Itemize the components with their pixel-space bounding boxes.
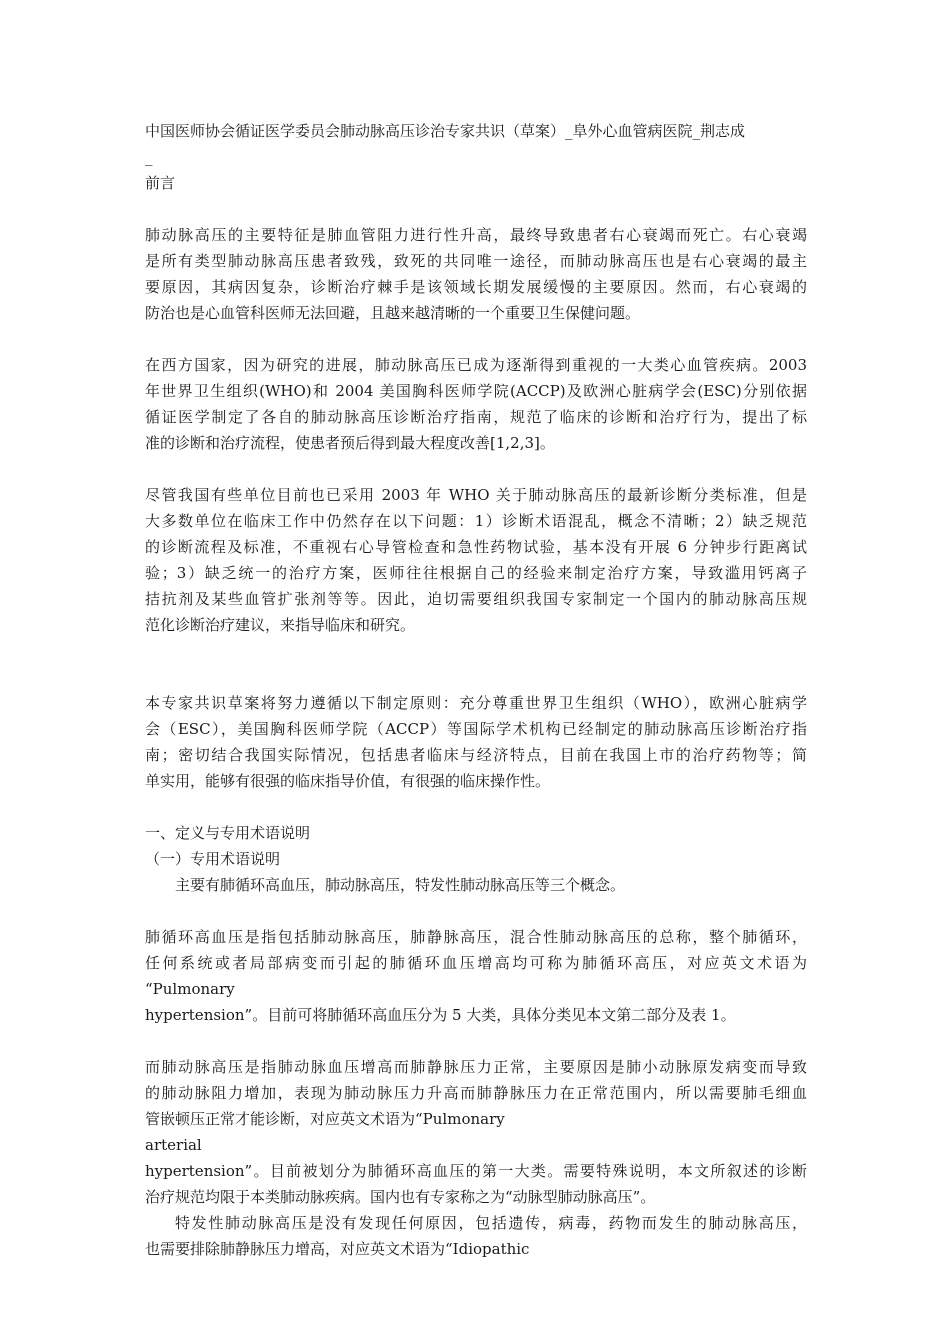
paragraph-pulmonary-arterial-hypertension — [145, 1054, 807, 1210]
paragraph-line: hypertension”。目前被划分为肺循环高血压的第一大类。需要特殊说明，本文所叙述的诊断 — [145, 1162, 807, 1180]
preface-heading: 前言 — [145, 174, 176, 192]
paragraph-intro-2 — [145, 352, 807, 456]
paragraph-line: 范化诊断治疗建议，来指导临床和研究。 — [145, 616, 416, 634]
section-heading: 一、定义与专用术语说明 — [145, 824, 311, 842]
paragraph-line: 在西方国家，因为研究的进展，肺动脉高压已成为逐渐得到重视的一大类心血管疾病。2003 — [145, 356, 807, 374]
paragraph-line: 肺循环高血压是指包括肺动脉高压，肺静脉高压，混合性肺动脉高压的总称，整个肺循环， — [145, 928, 807, 946]
paragraph-line: 南；密切结合我国实际情况，包括患者临床与经济特点，目前在我国上市的治疗药物等；简 — [145, 746, 807, 764]
paragraph-line: 单实用，能够有很强的临床指导价值，有很强的临床操作性。 — [145, 772, 551, 790]
document-title: 中国医师协会循证医学委员会肺动脉高压诊治专家共识（草案）_阜外心血管病医院_荆志成 — [145, 122, 746, 140]
paragraph-line: 准的诊断和治疗流程，使患者预后得到最大程度改善[1,2,3]。 — [145, 434, 555, 452]
document-title-continuation: _ — [145, 148, 153, 166]
paragraph-line: 是所有类型肺动脉高压患者致残，致死的共同唯一途径，而肺动脉高压也是右心衰竭的最主 — [145, 252, 807, 270]
paragraph-line: 大多数单位在临床工作中仍然存在以下问题：1）诊断术语混乱，概念不清晰；2）缺乏规范 — [145, 512, 807, 530]
paragraph-line: 防治也是心血管科医师无法回避，且越来越清晰的一个重要卫生保健问题。 — [145, 304, 641, 322]
paragraph-pulmonary-hypertension — [145, 924, 807, 1028]
paragraph-line: 管嵌顿压正常才能诊断，对应英文术语为“Pulmonary — [145, 1110, 505, 1128]
paragraph-line: 会（ESC），美国胸科医师学院（ACCP）等国际学术机构已经制定的肺动脉高压诊断治疗指 — [145, 720, 807, 738]
paragraph-line: 而肺动脉高压是指肺动脉血压增高而肺静脉压力正常，主要原因是肺小动脉原发病变而导致 — [145, 1058, 807, 1076]
paragraph-line: arterial — [145, 1136, 202, 1154]
paragraph-line: 任何系统或者局部病变而引起的肺循环血压增高均可称为肺循环高压，对应英文术语为 — [145, 954, 807, 972]
document-page — [145, 118, 807, 1262]
paragraph-line: 要原因，其病因复杂，诊断治疗棘手是该领域长期发展缓慢的主要原因。然而，右心衰竭的 — [145, 278, 807, 296]
paragraph-line: “Pulmonary — [145, 980, 235, 998]
paragraph-line: 拮抗剂及某些血管扩张剂等等。因此，迫切需要组织我国专家制定一个国内的肺动脉高压规 — [145, 590, 807, 608]
paragraph-idiopathic — [145, 1210, 807, 1262]
paragraph-line: 肺动脉高压的主要特征是肺血管阻力进行性升高，最终导致患者右心衰竭而死亡。右心衰竭 — [145, 226, 807, 244]
paragraph-line: 尽管我国有些单位目前也已采用 2003 年 WHO 关于肺动脉高压的最新诊断分类标准，但是 — [145, 486, 807, 504]
paragraph-line: 的诊断流程及标准，不重视右心导管检查和急性药物试验，基本没有开展 6 分钟步行距离试 — [145, 538, 807, 556]
paragraph-intro-1 — [145, 222, 807, 326]
paragraph-line: 年世界卫生组织(WHO)和 2004 美国胸科医师学院(ACCP)及欧洲心脏病学会(ESC)分别依据 — [145, 382, 807, 400]
paragraph-line: hypertension”。目前可将肺循环高血压分为 5 大类，具体分类见本文第二部分及表 1。 — [145, 1006, 736, 1024]
subsection-heading: （一）专用术语说明 — [145, 850, 281, 868]
paragraph-line: 治疗规范均限于本类肺动脉疾病。国内也有专家称之为“动脉型肺动脉高压”。 — [145, 1188, 656, 1206]
paragraph-intro-3 — [145, 482, 807, 638]
paragraph-line: 验；3）缺乏统一的治疗方案，医师往往根据自己的经验来制定治疗方案，导致滥用钙离子 — [145, 564, 807, 582]
paragraph-line: 循证医学制定了各自的肺动脉高压诊断治疗指南，规范了临床的诊断和治疗行为，提出了标 — [145, 408, 807, 426]
subsection-intro: 主要有肺循环高血压，肺动脉高压，特发性肺动脉高压等三个概念。 — [175, 876, 626, 894]
paragraph-line: 的肺动脉阻力增加，表现为肺动脉压力升高而肺静脉压力在正常范围内，所以需要肺毛细血 — [145, 1084, 807, 1102]
paragraph-line: 本专家共识草案将努力遵循以下制定原则：充分尊重世界卫生组织（WHO），欧洲心脏病学 — [145, 694, 807, 712]
paragraph-line: 特发性肺动脉高压是没有发现任何原因，包括遗传，病毒，药物而发生的肺动脉高压， — [175, 1214, 807, 1232]
paragraph-principles — [145, 690, 807, 794]
paragraph-line: 也需要排除肺静脉压力增高，对应英文术语为“Idiopathic — [145, 1240, 530, 1258]
